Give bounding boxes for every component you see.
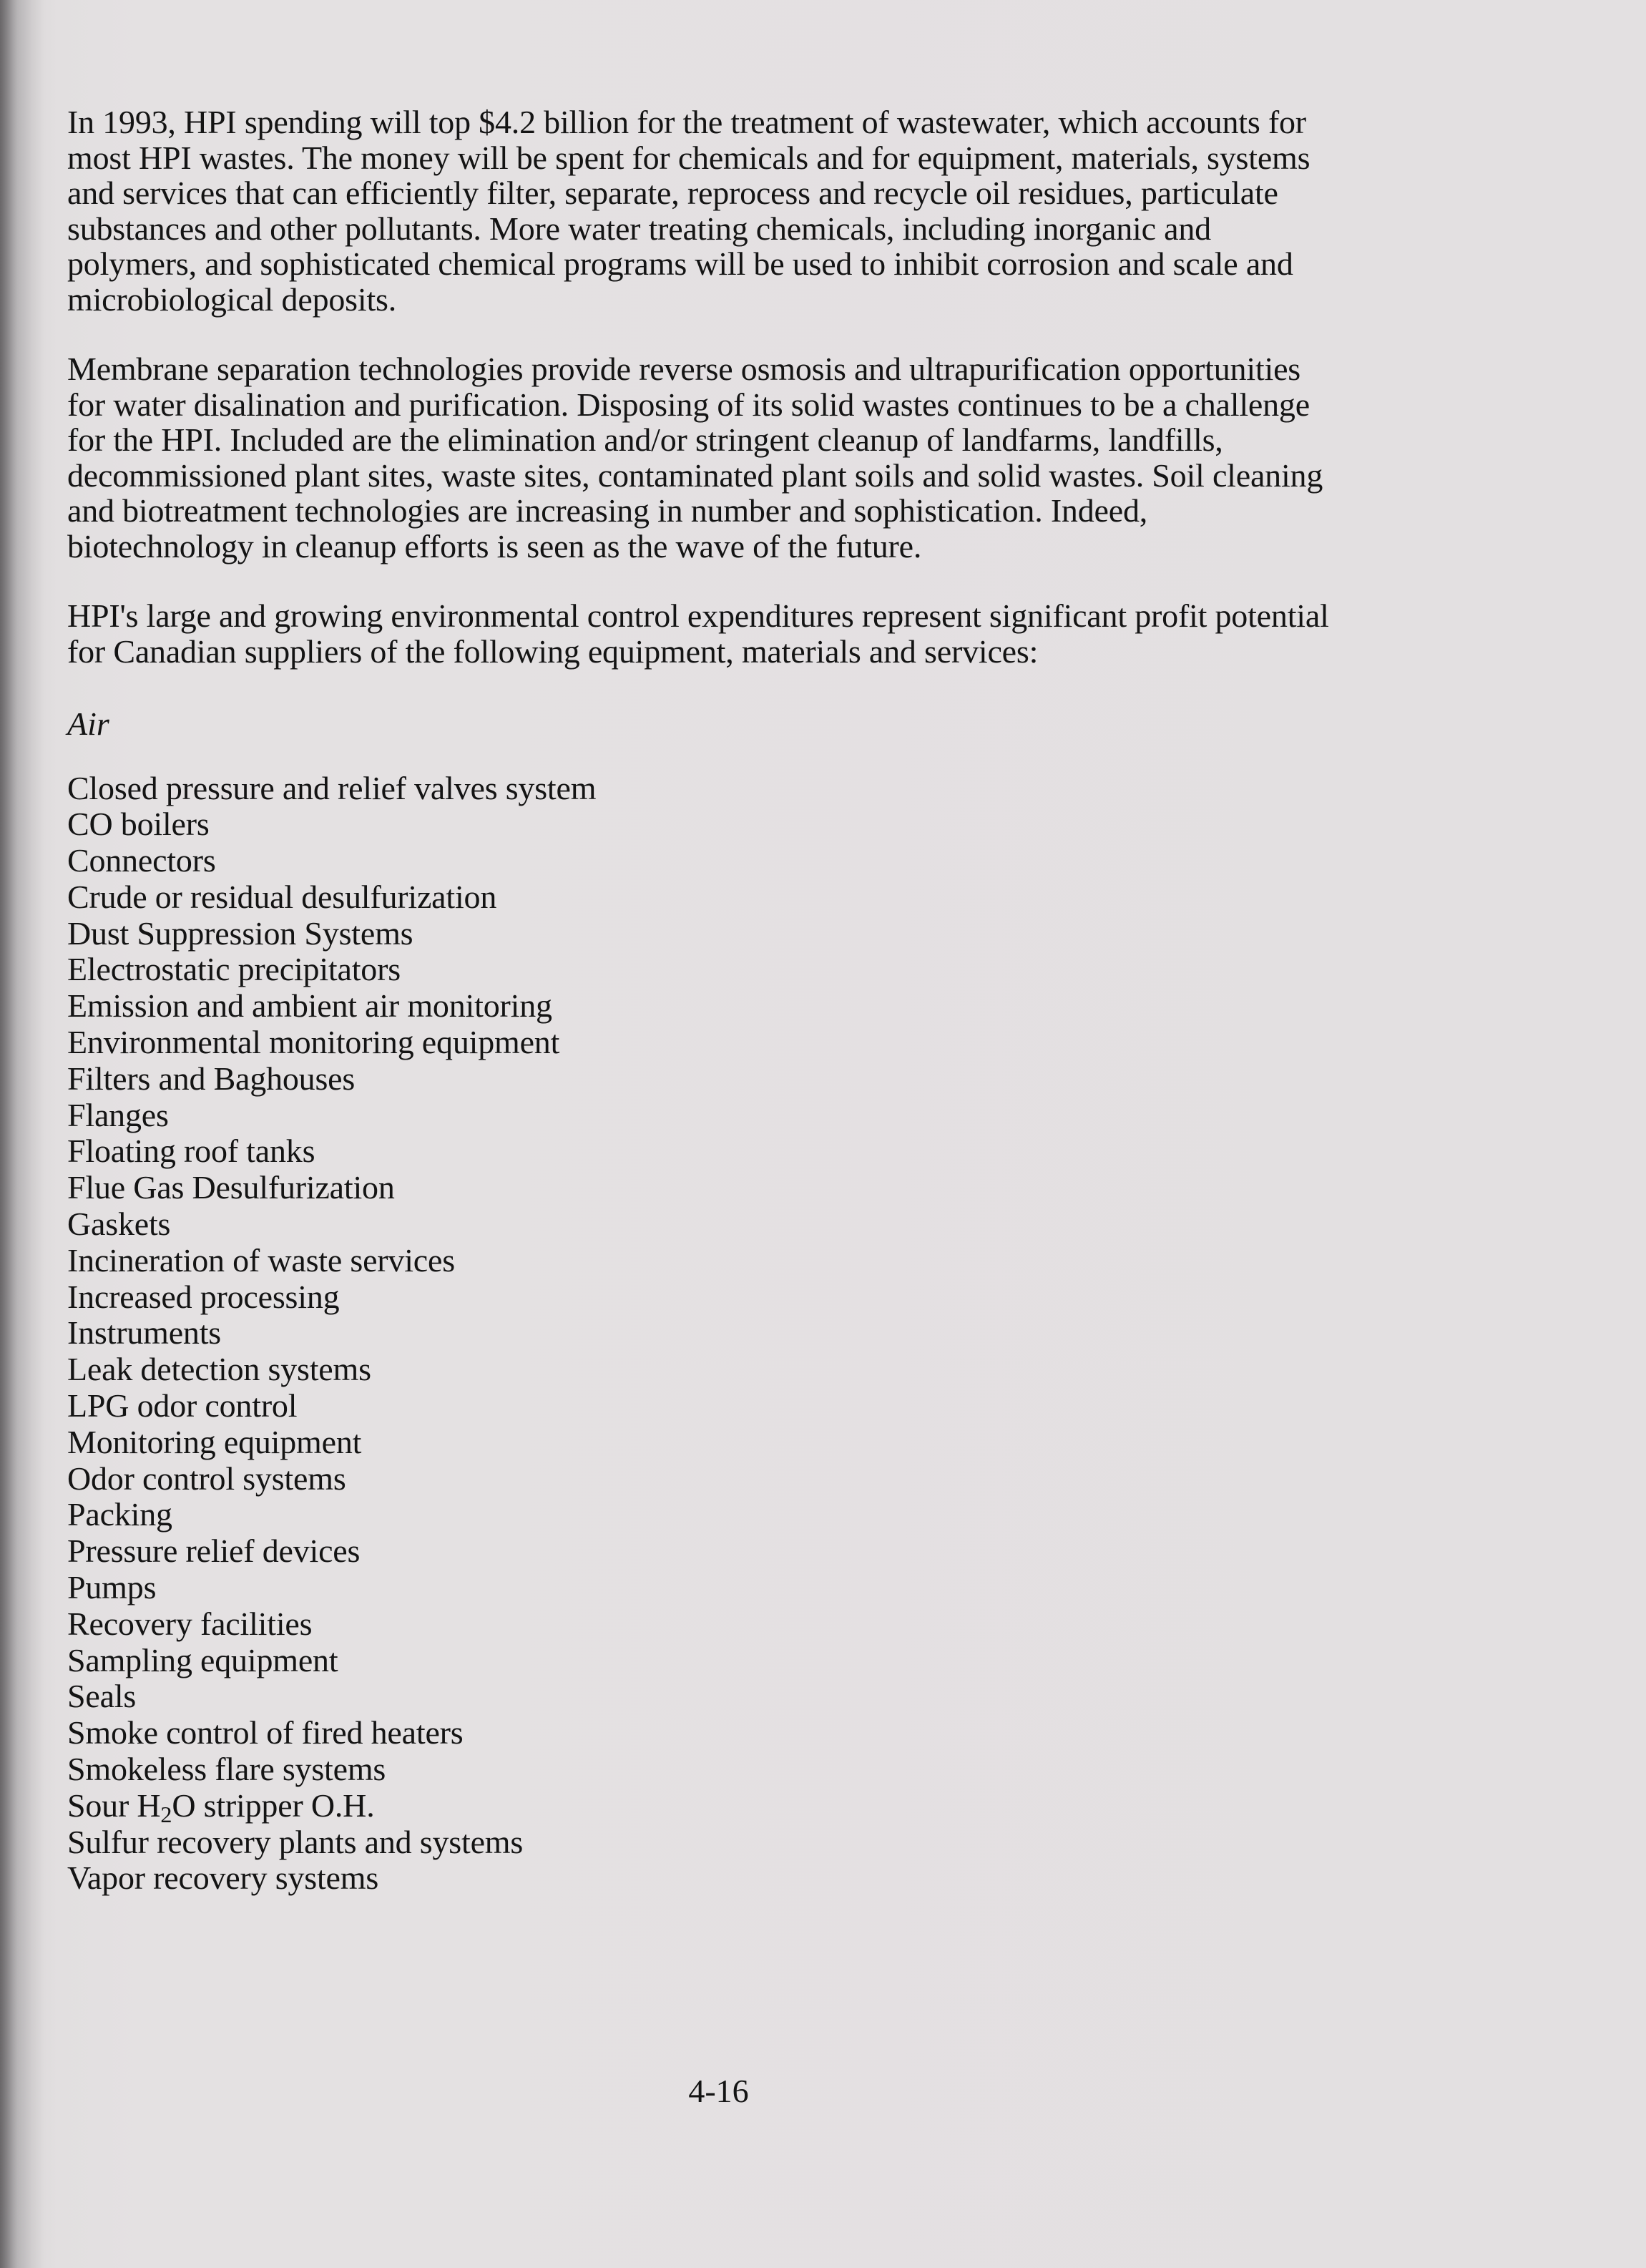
list-item: Smoke control of fired heaters: [67, 1714, 464, 1751]
list-item-sour-water: [67, 1786, 1341, 1827]
paragraph-expenditures: HPI's large and growing environmental control expenditures represent significant profit potential for Canadian suppliers of the following equipment, materials and services:: [67, 597, 1329, 670]
list-item: Pumps: [67, 1569, 157, 1606]
list-item: Environmental monitoring equipment: [67, 1024, 560, 1061]
section-heading-air: Air: [67, 705, 109, 742]
list-item: Monitoring equipment: [67, 1423, 362, 1460]
list-item: Incineration of waste services: [67, 1241, 455, 1279]
page-number-text: 4-16: [688, 2073, 749, 2109]
list-item: Vapor recovery systems: [67, 1859, 379, 1897]
list-item: Flue Gas Desulfurization: [67, 1169, 395, 1206]
list-item: Packing: [67, 1496, 172, 1533]
list-item: Flanges: [67, 1096, 169, 1133]
list-item: Instruments: [67, 1314, 221, 1351]
list-item: Dust Suppression Systems: [67, 914, 413, 952]
list-item: Leak detection systems: [67, 1351, 371, 1388]
page-content: [67, 104, 1341, 1897]
sour-subscript: 2: [160, 1801, 172, 1827]
list-item: Filters and Baghouses: [67, 1060, 356, 1097]
list-item: LPG odor control: [67, 1387, 298, 1424]
binding-shadow: [0, 0, 44, 2268]
sour-prefix: Sour H: [67, 1786, 161, 1824]
paragraph-wastewater: In 1993, HPI spending will top $4.2 billion for the treatment of wastewater, which accounts for most HPI wastes. The money will be spent for chemicals and for equipment, materials, systems and services that can efficiently filter, separate, reprocess and recycle oil residues, particulate substances and other pollutants. More water treating chemicals, including inorganic and polymers, and sophisticated chemical programs will be used to inhibit corrosion and scale and microbiological deposits.: [67, 104, 1311, 318]
list-item: CO boilers: [67, 806, 210, 843]
list-item: Floating roof tanks: [67, 1133, 315, 1170]
list-item: Connectors: [67, 842, 216, 879]
list-item: Gaskets: [67, 1206, 171, 1243]
list-item: Smokeless flare systems: [67, 1751, 386, 1788]
sour-suffix: O stripper O.H.: [172, 1786, 375, 1824]
equipment-list: [67, 771, 1341, 1897]
page-number: [0, 2073, 1646, 2109]
list-item: Closed pressure and relief valves system: [67, 769, 597, 806]
list-item: Sampling equipment: [67, 1641, 338, 1678]
list-item: Seals: [67, 1678, 137, 1715]
list-item: Increased processing: [67, 1278, 340, 1315]
list-item: Pressure relief devices: [67, 1533, 361, 1570]
list-item: Odor control systems: [67, 1460, 346, 1497]
list-item: Emission and ambient air monitoring: [67, 987, 552, 1025]
list-item: Crude or residual desulfurization: [67, 878, 497, 915]
paragraph-membrane: Membrane separation technologies provide reverse osmosis and ultrapurification opportunities for water disalination and purification. Disposing of its solid wastes continues to be a challenge for the HPI. Included are the elimination and/or stringent cleanup of landfarms, landfills, decommissioned plant sites, waste sites, contaminated plant soils and solid wastes. Soil cleaning and biotreatment technologies are increasing in number and sophistication. Indeed, biotechnology in cleanup efforts is seen as the wave of the future.: [67, 351, 1323, 564]
list-item: Electrostatic precipitators: [67, 951, 401, 988]
list-item: Recovery facilities: [67, 1605, 313, 1642]
list-item: Sulfur recovery plants and systems: [67, 1823, 524, 1860]
